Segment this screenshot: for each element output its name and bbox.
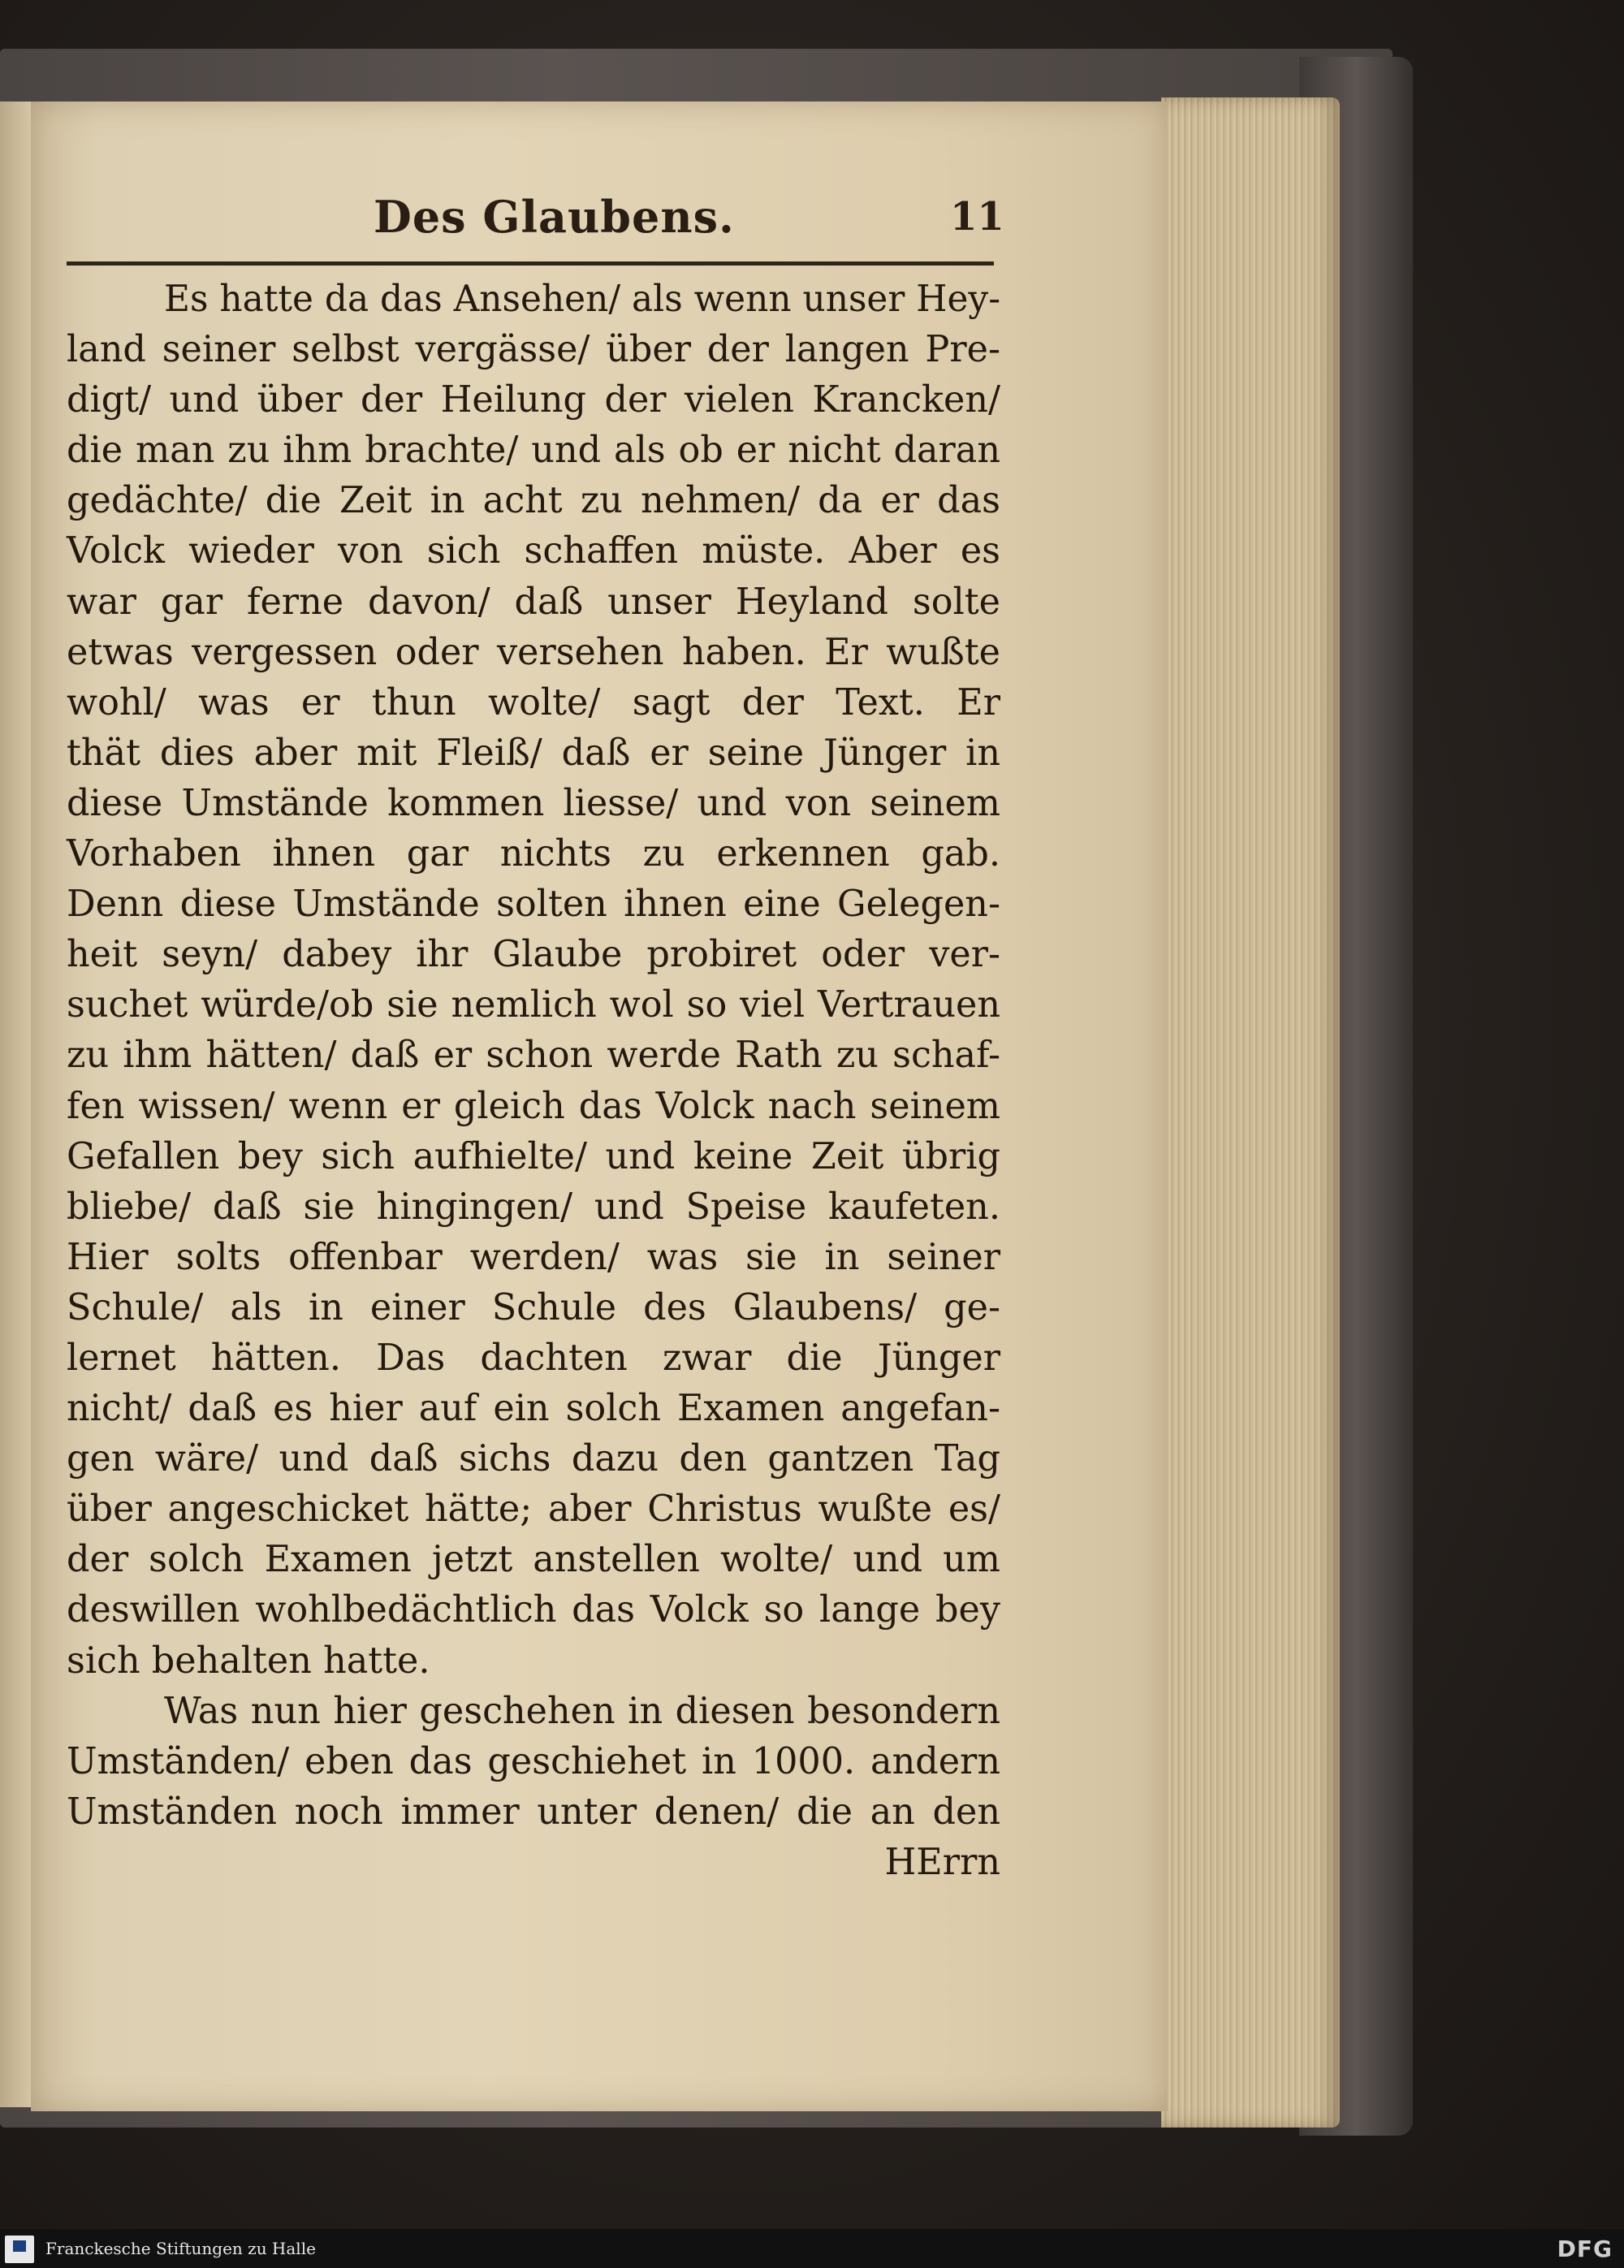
- text-line: deswillen wohlbedächtlich das Volck so lange bey: [67, 1589, 1000, 1631]
- running-title: Des Glaubens.: [374, 191, 735, 243]
- text-line: suchet würde/ob sie nemlich wol so viel Vertrauen: [67, 984, 1000, 1026]
- text-line: etwas vergessen oder versehen haben. Er wußte: [67, 631, 1000, 673]
- dfg-logo: DFG: [1557, 2236, 1613, 2262]
- text-line: Gefallen bey sich aufhielte/ und keine Zeit übrig: [67, 1135, 1000, 1177]
- page-number: 11: [950, 194, 1004, 240]
- text-line: Volck wieder von sich schaffen müste. Aber es: [67, 530, 1000, 572]
- header-rule: [67, 261, 994, 266]
- text-line: über angeschicket hätte; aber Christus wußte es/: [67, 1488, 1000, 1531]
- page-fore-edge: [1161, 97, 1340, 2128]
- text-line: lernet hätten. Das dachten zwar die Jünger: [67, 1337, 1000, 1379]
- text-line: diese Umstände kommen liesse/ und von seinem: [67, 782, 1000, 824]
- institution-name: Franckesche Stiftungen zu Halle: [45, 2239, 316, 2258]
- body-text: [67, 274, 1000, 1888]
- text-line: Hier solts offenbar werden/ was sie in seiner: [67, 1236, 1000, 1278]
- text-line: Umständen/ eben das geschiehet in 1000. andern: [67, 1740, 1000, 1782]
- text-line: nicht/ daß es hier auf ein solch Examen angefan-: [67, 1388, 1000, 1430]
- text-line: gen wäre/ und daß sichs dazu den gantzen Tag: [67, 1438, 1000, 1480]
- text-line: sich behalten hatte.: [67, 1639, 430, 1682]
- text-line: wohl/ was er thun wolte/ sagt der Text. Er: [67, 681, 1000, 724]
- text-line: digt/ und über der Heilung der vielen Krancken/: [67, 379, 1000, 421]
- text-line: Vorhaben ihnen gar nichts zu erkennen gab.: [67, 833, 1000, 875]
- text-line: fen wissen/ wenn er gleich das Volck nach seinem: [67, 1085, 1000, 1127]
- catchword: HErrn: [884, 1841, 1000, 1883]
- text-line: Denn diese Umstände solten ihnen eine Gelegen-: [67, 883, 1000, 926]
- text-line: gedächte/ die Zeit in acht zu nehmen/ da er das: [67, 480, 1000, 522]
- text-line: land seiner selbst vergässe/ über der langen Pre-: [67, 329, 1000, 371]
- facing-page-edge: [0, 102, 34, 2107]
- text-line: Umständen noch immer unter denen/ die an den: [67, 1791, 1000, 1833]
- text-line: heit seyn/ dabey ihr Glaube probiret oder ver-: [67, 934, 1000, 976]
- text-line: thät dies aber mit Fleiß/ daß er seine Jünger in: [67, 732, 1000, 774]
- text-line: war gar ferne davon/ daß unser Heyland solte: [67, 581, 1000, 623]
- viewer-footer: [0, 2229, 1624, 2268]
- text-line: bliebe/ daß sie hingingen/ und Speise kaufeten.: [67, 1186, 1000, 1228]
- institution-logo-icon: [5, 2236, 34, 2263]
- page-header: [65, 191, 1004, 248]
- text-line: die man zu ihm brachte/ und als ob er nicht daran: [67, 430, 1000, 472]
- text-line: der solch Examen jetzt anstellen wolte/ und um: [67, 1539, 1000, 1581]
- text-line: zu ihm hätten/ daß er schon werde Rath zu schaf-: [67, 1035, 1000, 1077]
- text-line: Es hatte da das Ansehen/ als wenn unser Hey-: [164, 279, 1001, 320]
- text-line: Schule/ als in einer Schule des Glaubens/ ge-: [67, 1286, 1000, 1328]
- text-line: Was nun hier geschehen in diesen besondern: [164, 1690, 1000, 1732]
